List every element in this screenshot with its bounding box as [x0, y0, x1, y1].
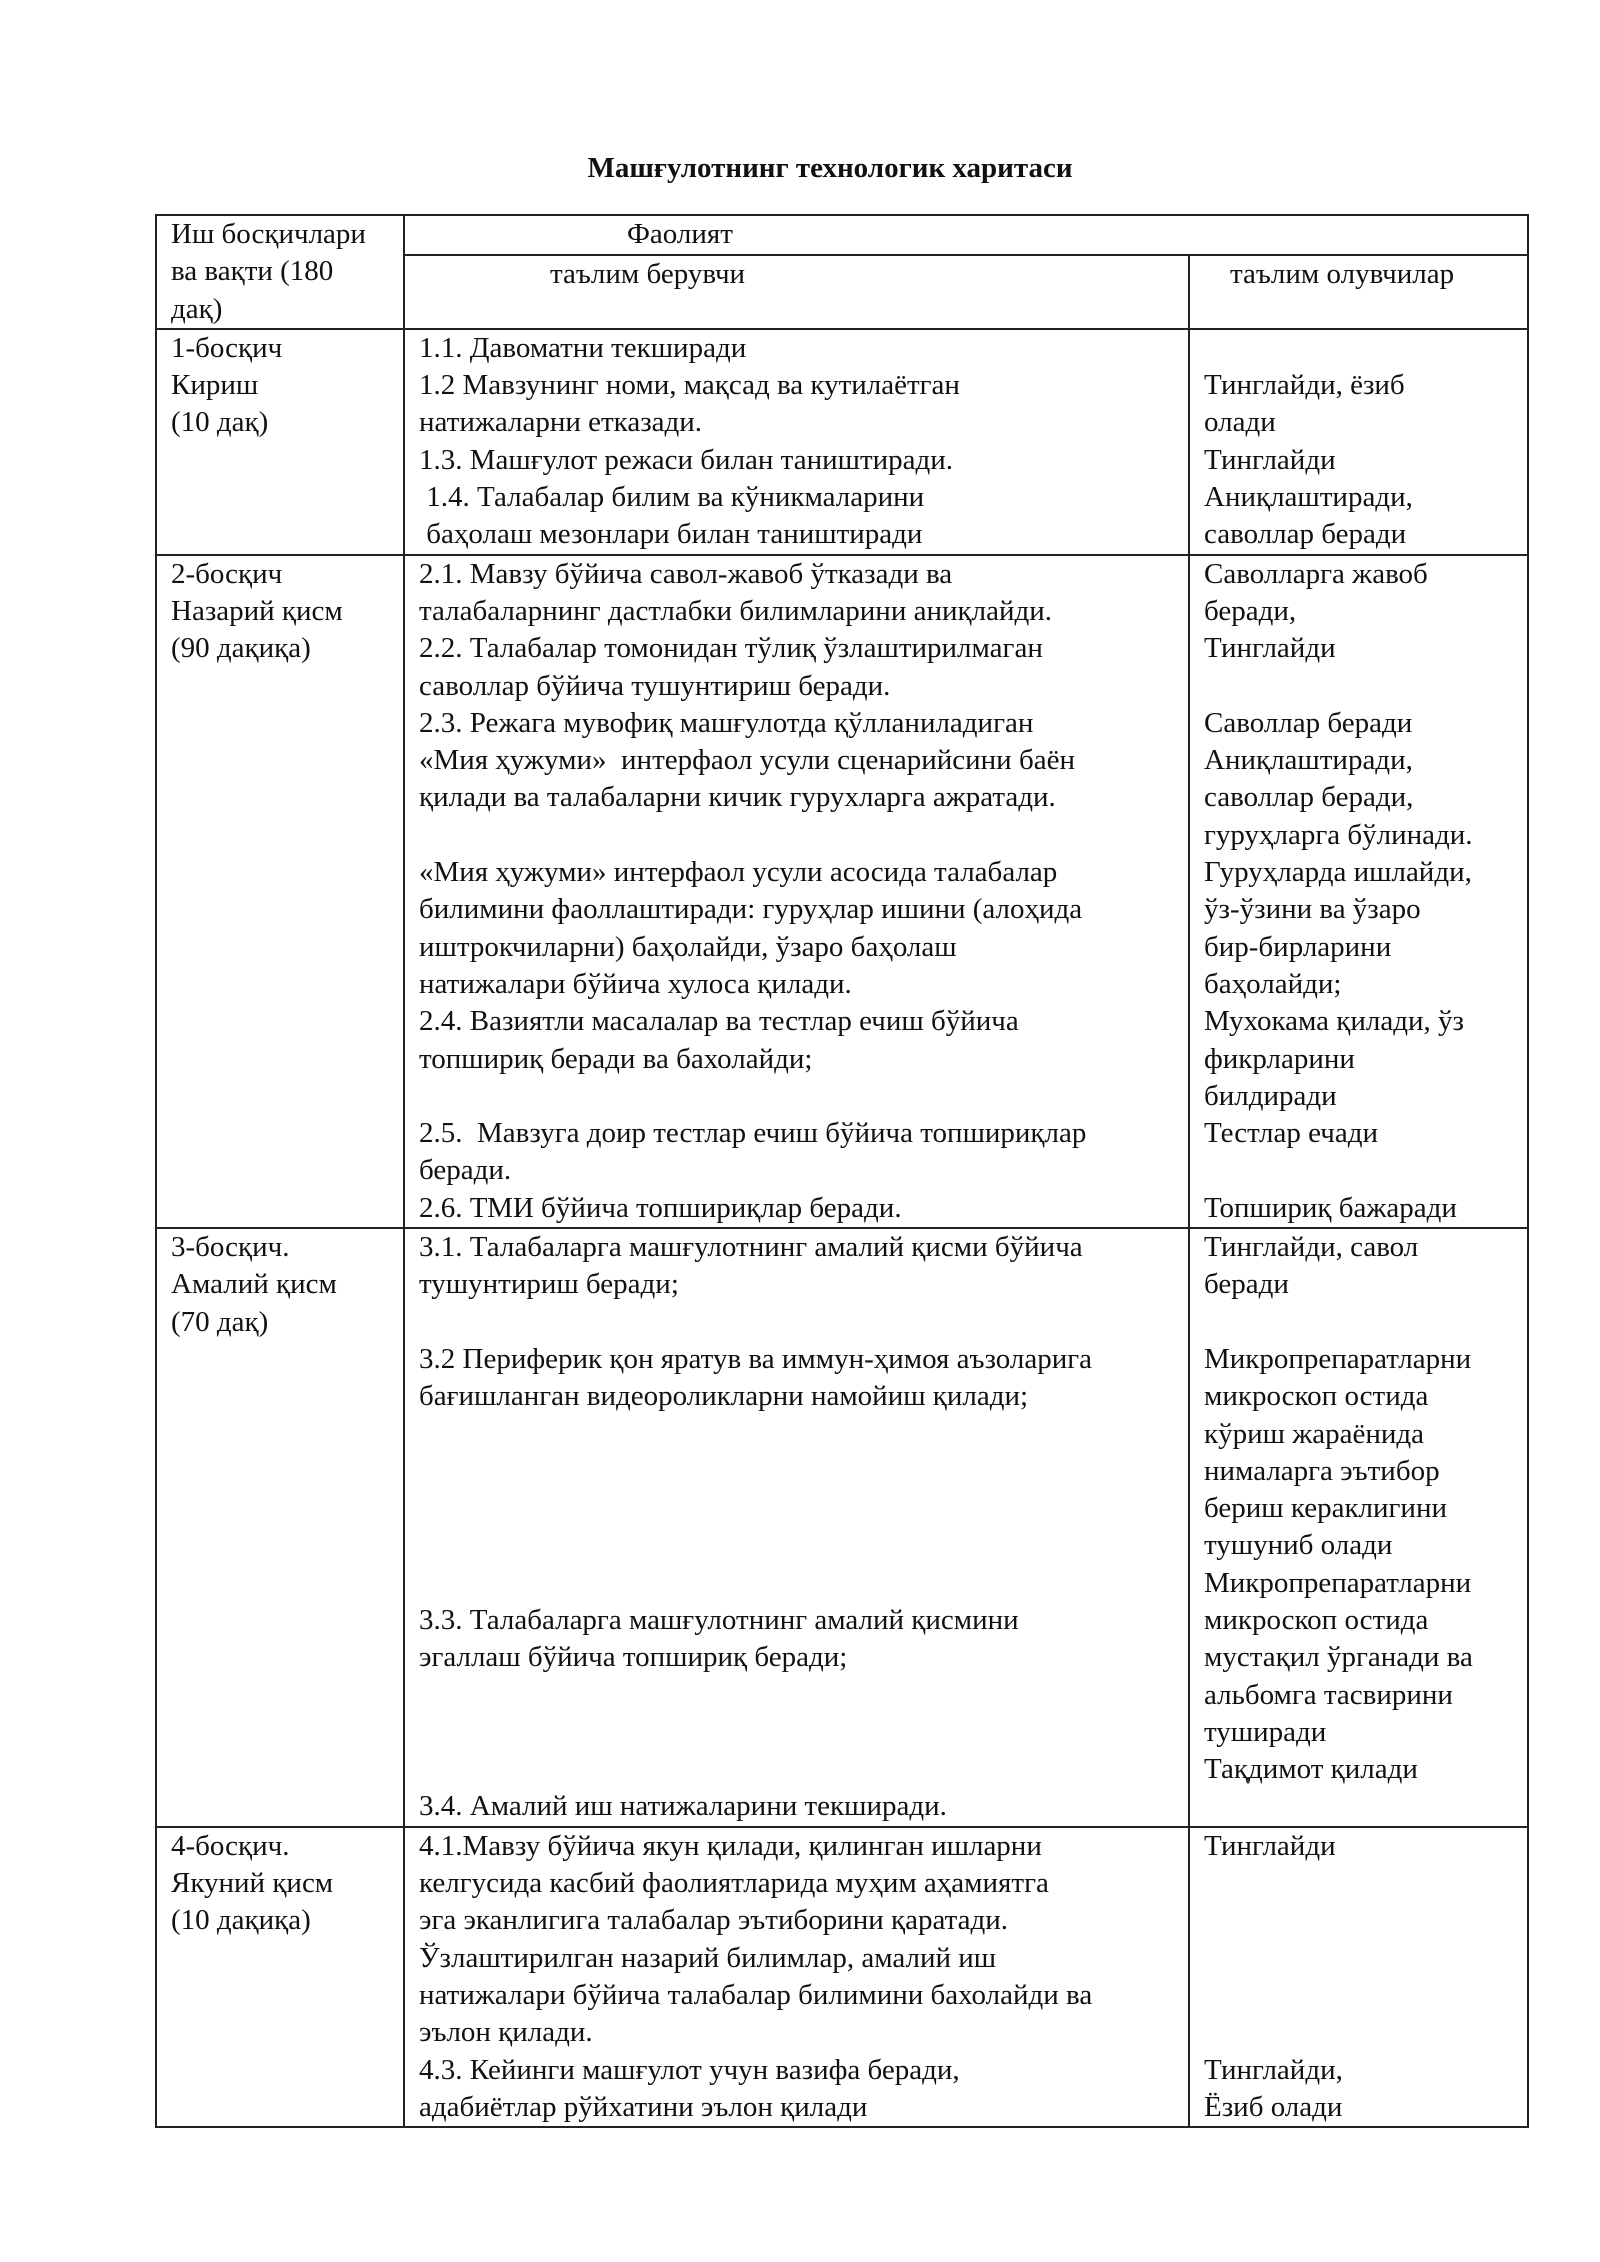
text-line: 1.3. Машғулот режаси билан таништиради. — [419, 443, 954, 476]
text-line: келгусида касбий фаолиятларида муҳим аҳамиятга — [419, 1867, 1049, 1900]
teacher-header: таълим берувчи — [404, 255, 1189, 329]
stage-line: Амалий қисм — [171, 1268, 337, 1301]
text-line: «Мия ҳужуми» интерфаол усули асосида талабалар — [419, 856, 1058, 889]
text-line: бағишланган видеороликларни намойиш қилади; — [419, 1380, 1029, 1413]
text-line: натижаларни етказади. — [419, 406, 703, 439]
text-line: бериш кераклигини — [1204, 1492, 1447, 1525]
text-line: натижалари бўйича хулоса қилади. — [419, 967, 852, 1000]
text-line: Тинглайди — [1204, 1829, 1336, 1862]
text-line: фикрларини — [1204, 1042, 1355, 1075]
text-line: Мухокама қилади, ўз — [1204, 1005, 1464, 1038]
text-line: адабиётлар рўйхатини эълон қилади — [419, 2090, 868, 2123]
stage-cell — [156, 1228, 404, 1827]
text-line: 2.3. Режага мувофиқ машғулотда қўлланиладиган — [419, 706, 1034, 739]
stage-line: Якуний қисм — [171, 1867, 334, 1900]
text-line: олади — [1204, 406, 1276, 439]
text-line: Микропрепаратларни — [1204, 1342, 1472, 1375]
stage-line: (70 дақ) — [171, 1305, 269, 1338]
teacher-cell — [404, 1228, 1189, 1827]
text-line: беради — [1204, 1268, 1289, 1301]
technology-map-table — [155, 214, 1529, 2128]
text-line: Тинглайди — [1204, 443, 1336, 476]
text-line: 3.1. Талабаларга машғулотнинг амалий қисми бўйича — [419, 1231, 1083, 1264]
text-line: эга эканлигига талабалар эътиборини қаратади. — [419, 1904, 1009, 1937]
students-header: таълим олувчилар — [1189, 255, 1528, 329]
activity-header: Фаолият — [404, 215, 1528, 255]
text-line: Тақдимот қилади — [1204, 1753, 1418, 1786]
stage-line: 3-босқич. — [171, 1231, 290, 1264]
text-line: иштрокчиларни) баҳолайди, ўзаро баҳолаш — [419, 930, 957, 963]
text-line: Аниқлаштиради, — [1204, 481, 1413, 514]
text-line: натижалари бўйича талабалар билимини бахолайди ва — [419, 1978, 1093, 2011]
text-line: Ёзиб олади — [1204, 2090, 1343, 2123]
text-line: 1.1. Давоматни текширади — [419, 331, 747, 364]
text-line: саволлар беради — [1204, 518, 1407, 551]
text-line: 2.4. Вазиятли масалалар ва тестлар ечиш бўйича — [419, 1005, 1019, 1038]
stage-line: Кириш — [171, 369, 259, 402]
text-line: баҳолайди; — [1204, 967, 1342, 1000]
text-line: 2.6. ТМИ бўйича топшириқлар беради. — [419, 1191, 902, 1224]
text-line: «Мия ҳужуми» интерфаол усули сценарийсини баён — [419, 744, 1075, 777]
stage-cell — [156, 555, 404, 1228]
text-line: 2.2. Талабалар томонидан тўлиқ ўзлаштирилмаган — [419, 632, 1043, 665]
text-line: 1.4. Талабалар билим ва кўникмаларини — [419, 481, 925, 514]
table-row — [156, 555, 1528, 1228]
text-line: қилади ва талабаларни кичик гурухларга ажратади. — [419, 781, 1056, 814]
text-line: Топшириқ бажаради — [1204, 1191, 1457, 1224]
text-line: 4.3. Кейинги машғулот учун вазифа беради, — [419, 2053, 960, 2086]
text-line: топшириқ беради ва бахолайди; — [419, 1042, 813, 1075]
students-cell — [1189, 1228, 1528, 1827]
stage-time-header — [156, 215, 404, 329]
text-line: Микропрепаратларни — [1204, 1566, 1472, 1599]
header-line: дақ) — [171, 292, 223, 325]
table-row — [156, 1228, 1528, 1827]
text-line: Тинглайди, савол — [1204, 1231, 1419, 1264]
text-line: Тестлар ечади — [1204, 1117, 1378, 1150]
students-cell — [1189, 1827, 1528, 2127]
text-line: гуруҳларга бўлинади. — [1204, 818, 1473, 851]
stage-line: 2-босқич — [171, 557, 283, 590]
students-cell — [1189, 555, 1528, 1228]
text-line: баҳолаш мезонлари билан таништиради — [419, 518, 923, 551]
table-row — [156, 329, 1528, 555]
text-line: тушуниб олади — [1204, 1529, 1393, 1562]
teacher-cell — [404, 1827, 1189, 2127]
text-line: туширади — [1204, 1715, 1327, 1748]
text-line: Аниқлаштиради, — [1204, 744, 1413, 777]
text-line: 2.1. Мавзу бўйича савол-жавоб ўтказади ва — [419, 557, 953, 590]
table-header-row-1 — [156, 215, 1528, 255]
stage-line: (90 дақиқа) — [171, 632, 311, 665]
text-line: эълон қилади. — [419, 2016, 593, 2049]
text-line: 1.2 Мавзунинг номи, мақсад ва кутилаётган — [419, 369, 960, 402]
text-line: Саволлар беради — [1204, 706, 1413, 739]
text-line: билдиради — [1204, 1079, 1337, 1112]
text-line: Гуруҳларда ишлайди, — [1204, 856, 1472, 889]
text-line: талабаларнинг дастлабки билимларини аниқлайди. — [419, 594, 1052, 627]
text-line: билимини фаоллаштиради: гуруҳлар ишини (алоҳида — [419, 893, 1083, 926]
text-line: тушунтириш беради; — [419, 1268, 679, 1301]
text-line: саволлар беради, — [1204, 781, 1414, 814]
text-line: 3.4. Амалий иш натижаларини текширади. — [419, 1790, 947, 1823]
text-line: бир-бирларини — [1204, 930, 1392, 963]
text-line: Тинглайди — [1204, 632, 1336, 665]
text-line: Тинглайди, ёзиб — [1204, 369, 1405, 402]
teacher-cell — [404, 555, 1189, 1228]
text-line: 2.5. Мавзуга доир тестлар ечиш бўйича топшириқлар — [419, 1117, 1087, 1150]
students-cell — [1189, 329, 1528, 555]
table-row — [156, 1827, 1528, 2127]
text-line: Саволларга жавоб — [1204, 557, 1428, 590]
stage-cell — [156, 1827, 404, 2127]
stage-line: 1-босқич — [171, 331, 283, 364]
stage-line: 4-босқич. — [171, 1829, 290, 1862]
teacher-cell — [404, 329, 1189, 555]
text-line: 4.1.Мавзу бўйича якун қилади, қилинган ишларни — [419, 1829, 1042, 1862]
document-title: Машғулотнинг технологик харитаси — [587, 152, 1073, 184]
text-line: саволлар бўйича тушунтириш беради. — [419, 669, 891, 702]
text-line: 3.3. Талабаларга машғулотнинг амалий қисмини — [419, 1603, 1019, 1636]
text-line: микроскоп остида — [1204, 1603, 1429, 1636]
text-line: кўриш жараёнида — [1204, 1417, 1425, 1450]
text-line: беради. — [419, 1154, 512, 1187]
stage-line: (10 дақиқа) — [171, 1904, 311, 1937]
stage-line: Назарий қисм — [171, 594, 343, 627]
text-line: альбомга тасвирини — [1204, 1678, 1453, 1711]
header-line: Иш босқичлари — [171, 218, 366, 250]
text-line: ўз-ўзини ва ўзаро — [1204, 893, 1421, 926]
stage-line: (10 дақ) — [171, 406, 269, 439]
text-line: эгаллаш бўйича топшириқ беради; — [419, 1641, 848, 1674]
text-line: микроскоп остида — [1204, 1380, 1429, 1413]
text-line: 3.2 Периферик қон яратув ва иммун-ҳимоя аъзоларига — [419, 1342, 1093, 1375]
text-line: мустақил ўрганади ва — [1204, 1641, 1473, 1674]
stage-cell — [156, 329, 404, 555]
text-line: Тинглайди, — [1204, 2053, 1343, 2086]
text-line: нималарга эътибор — [1204, 1454, 1440, 1487]
text-line: беради, — [1204, 594, 1297, 627]
text-line: Ўзлаштирилган назарий билимлар, амалий иш — [419, 1941, 997, 1974]
header-line: ва вақти (180 — [171, 255, 334, 288]
